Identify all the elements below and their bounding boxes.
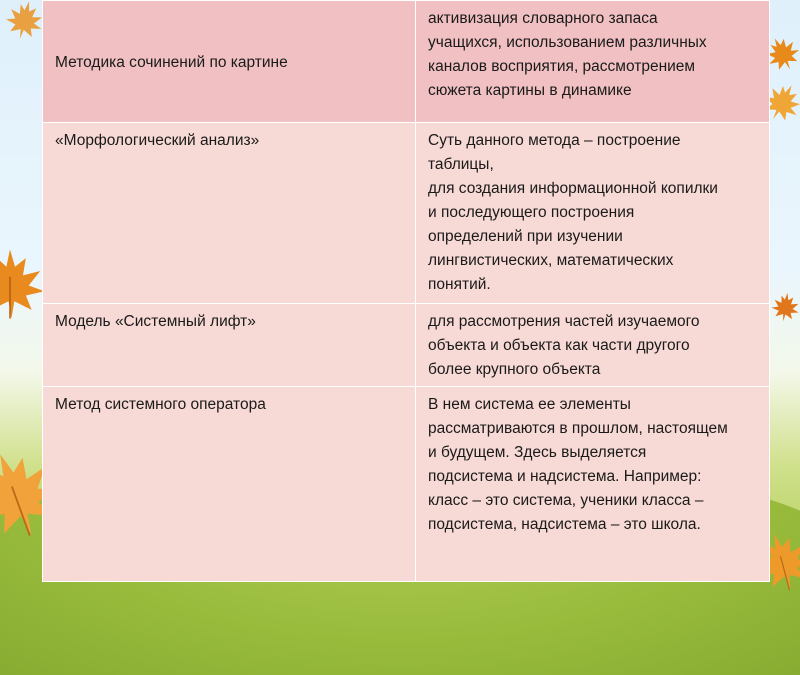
description-line: рассматриваются в прошлом, настоящем xyxy=(428,420,728,437)
description-line: подсистема и надсистема. Например: xyxy=(428,468,702,485)
description-line: каналов восприятия, рассмотрением xyxy=(428,58,696,75)
description-line: объекта и объекта как части другого xyxy=(428,337,690,354)
method-cell: Модель «Системный лифт» xyxy=(43,304,416,387)
maple-leaf-icon xyxy=(768,290,800,325)
table-row xyxy=(43,1,770,123)
method-cell: Метод системного оператора xyxy=(43,387,416,582)
table-row xyxy=(43,123,770,304)
description-line: лингвистических, математических xyxy=(428,252,674,269)
description-line: и будущем. Здесь выделяется xyxy=(428,444,647,461)
methods-table xyxy=(42,0,770,582)
description-line: понятий. xyxy=(428,276,491,293)
description-cell xyxy=(416,304,770,387)
description-cell xyxy=(416,123,770,304)
method-cell: «Морфологический анализ» xyxy=(43,123,416,304)
description-line: учащихся, использованием различных xyxy=(428,34,707,51)
description-line: таблицы, xyxy=(428,156,494,173)
description-line: класс – это система, ученики класса – xyxy=(428,492,704,509)
description-line: В нем система ее элементы xyxy=(428,396,631,413)
description-line: подсистема, надсистема – это школа. xyxy=(428,516,701,533)
description-line: и последующего построения xyxy=(428,204,635,221)
description-line: для создания информационной копилки xyxy=(428,180,718,197)
description-line: для рассмотрения частей изучаемого xyxy=(428,313,700,330)
description-line: определений при изучении xyxy=(428,228,623,245)
description-line: Суть данного метода – построение xyxy=(428,132,681,149)
description-line: активизация словарного запаса xyxy=(428,10,658,27)
description-line: сюжета картины в динамике xyxy=(428,82,632,99)
maple-leaf-icon xyxy=(0,248,46,320)
description-cell xyxy=(416,387,770,582)
methods-table-container xyxy=(42,0,770,577)
method-cell: Методика сочинений по картине xyxy=(43,1,416,123)
description-line: более крупного объекта xyxy=(428,361,601,378)
description-cell xyxy=(416,1,770,123)
table-row xyxy=(43,304,770,387)
table-row xyxy=(43,387,770,582)
